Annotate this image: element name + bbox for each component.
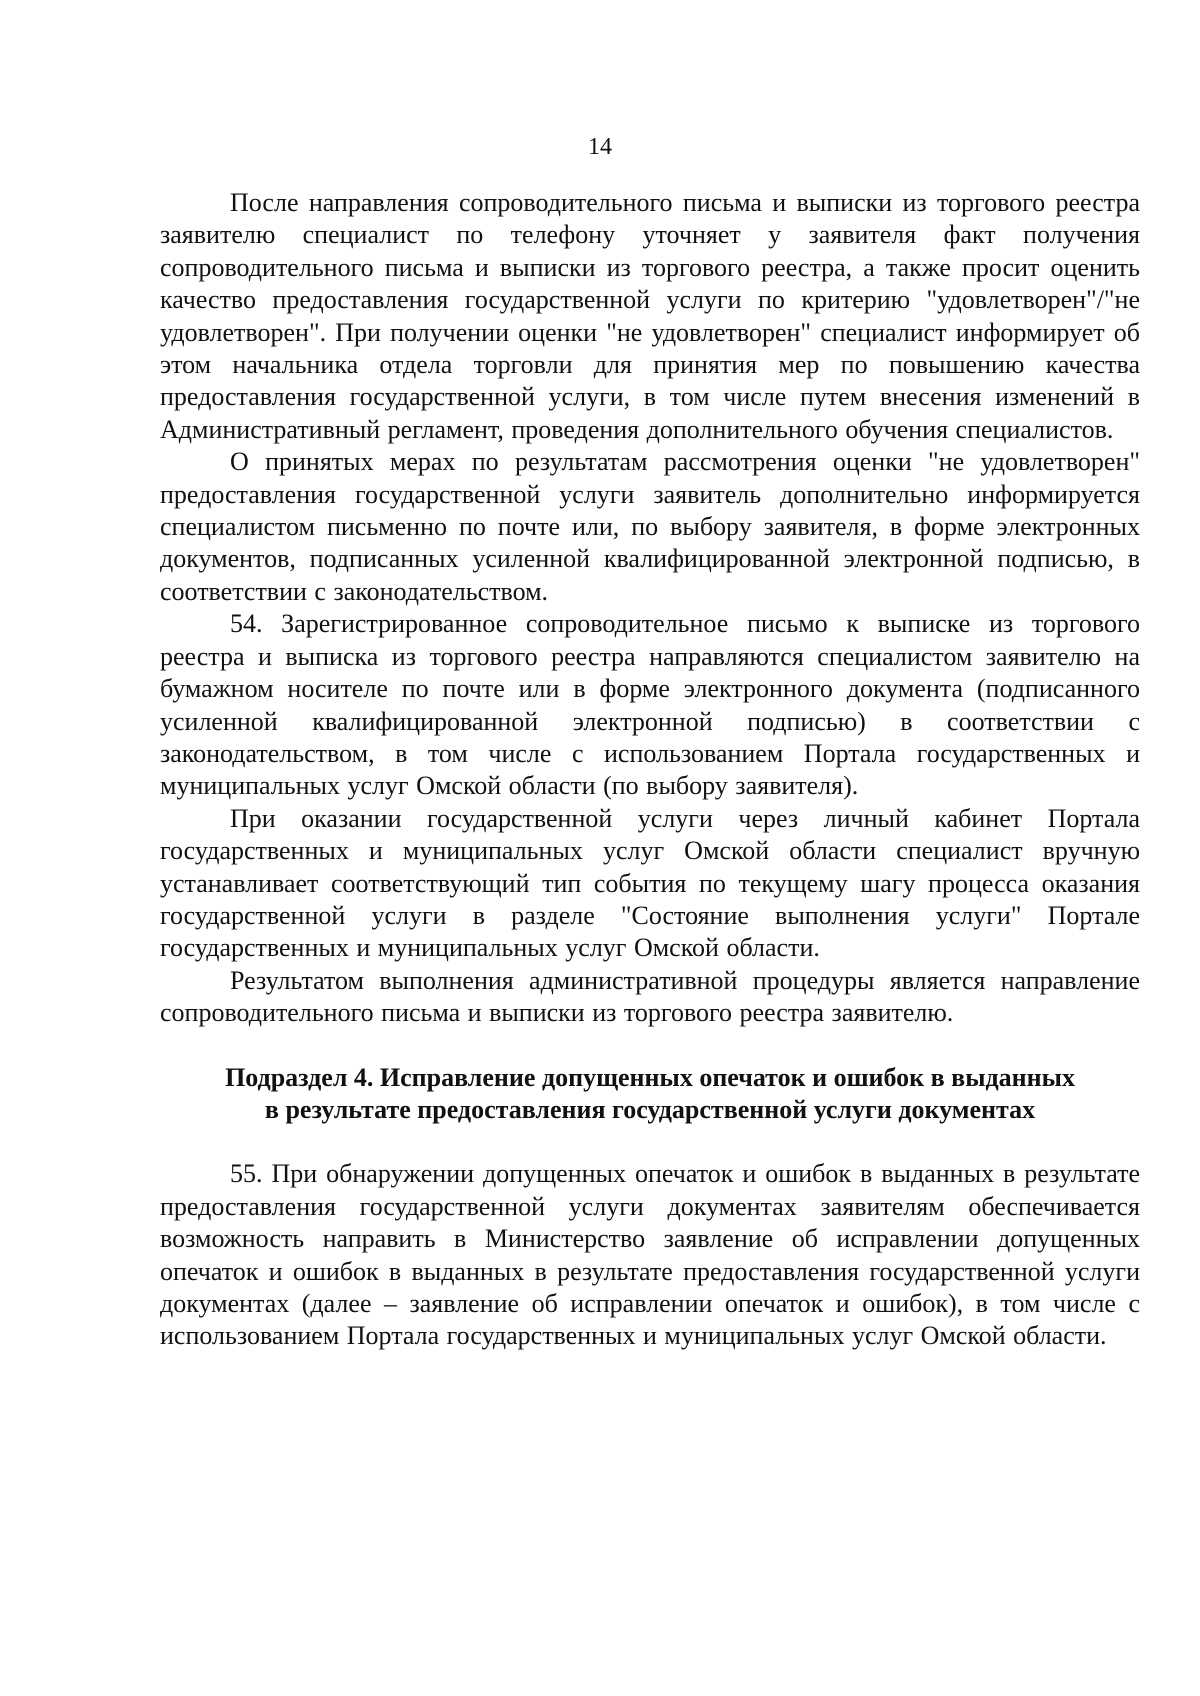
section-heading-line-1: Подраздел 4. Исправление допущенных опечаток и ошибок в выданных <box>225 1062 1075 1092</box>
paragraph-item-54: 54. Зарегистрированное сопроводительное письмо к выписке из торгового реестра и выписка из торгового реестра направляются специалистом заявителю на бумажном носителе по почте или в форме электронного документа (подписанного усиленной квалифицированной электронной подписью) в соответствии с законодательством, в том числе с использованием Портала государственных и муниципальных услуг Омской области (по выбору заявителя). <box>160 609 1140 801</box>
section-spacer <box>160 1030 1140 1062</box>
paragraph-portal-status: При оказании государственной услуги через личный кабинет Портала государственных и муниципальных услуг Омской области специалист вручную устанавливает соответствующий тип события по текущему шагу процесса оказания государственной услуги в разделе "Состояние выполнения услуги" Портале государственных и муниципальных услуг Омской области. <box>160 803 1140 963</box>
section-heading <box>160 1062 1140 1127</box>
document-body <box>160 187 1140 1353</box>
paragraph-measures-notification: О принятых мерах по результатам рассмотрения оценки "не удовлетворен" предоставления государственной услуги заявитель дополнительно информируется специалистом письменно по почте или, по выбору заявителя, в форме электронных документов, подписанных усиленной квалифицированной электронной подписью, в соответствии с законодательством. <box>160 447 1140 606</box>
paragraph-procedure-result: Результатом выполнения административной процедуры является направление сопроводительного письма и выписки из торгового реестра заявителю. <box>160 965 1140 1028</box>
section-heading-line-2: в результате предоставления государственной услуги документах <box>264 1094 1036 1124</box>
section-spacer <box>160 1126 1140 1158</box>
paragraph-satisfaction-survey: После направления сопроводительного письма и выписки из торгового реестра заявителю специалист по телефону уточняет у заявителя факт получения сопроводительного письма и выписки из торгового реестра, а также просит оценить качество предоставления государственной услуги по критерию "удовлетворен"/"не удовлетворен". При получении оценки "не удовлетворен" специалист информирует об этом начальника отдела торговли для принятия мер по повышению качества предоставления государственной услуги, в том числе путем внесения изменений в Административный регламент, проведения дополнительного обучения специалистов. <box>160 188 1140 444</box>
page-number: 14 <box>588 134 612 160</box>
paragraph-item-55: 55. При обнаружении допущенных опечаток и ошибок в выданных в результате предоставления государственной услуги документах заявителям обеспечивается возможность направить в Министерство заявление об исправлении допущенных опечаток и ошибок в выданных в результате предоставления государственной услуги документах (далее – заявление об исправлении опечаток и ошибок), в том числе с использованием Портала государственных и муниципальных услуг Омской области. <box>160 1159 1140 1351</box>
